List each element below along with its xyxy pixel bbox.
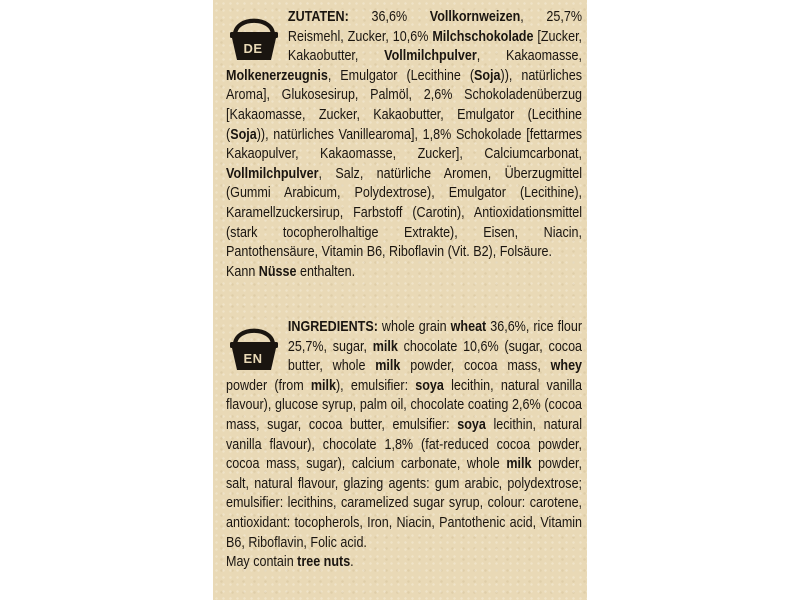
bold-ingredient: milk bbox=[506, 456, 532, 473]
ingredient-text: May contain bbox=[226, 554, 298, 571]
bold-ingredient: Vollmilchpulver bbox=[384, 48, 477, 65]
ingredient-text: , Emulgator (Lecithine ( bbox=[327, 67, 475, 84]
section-en bbox=[226, 318, 582, 573]
ingredient-text: ), emulsifier: bbox=[335, 377, 416, 394]
bold-ingredient: milk bbox=[375, 358, 401, 375]
bold-ingredient: Soja bbox=[230, 126, 257, 143]
bold-ingredient: wheat bbox=[450, 319, 487, 335]
ingredients-text-en bbox=[226, 318, 582, 573]
ingredient-text: , Kakaomasse, bbox=[476, 48, 583, 65]
ingredient-text: 36,6% bbox=[348, 9, 430, 25]
bold-ingredient: whey bbox=[550, 358, 583, 375]
allergen-note-en bbox=[226, 553, 582, 573]
ingredient-text: lecithin, natural vanilla flavour), chocolate 1,8% (fat-reduced cocoa powder, cocoa mass, sugar), calcium carbonate, whole bbox=[226, 416, 583, 473]
bold-ingredient: Vollkornweizen bbox=[429, 9, 521, 25]
bold-ingredient: soya bbox=[415, 377, 444, 394]
ingredient-text: lecithin, natural vanilla flavour), glucose syrup, palm oil, chocolate coating 2,6% (cocoa mass, sugar, cocoa butter, emulsifier: bbox=[226, 377, 583, 433]
language-badge-de: DE bbox=[243, 41, 263, 56]
bold-ingredient: milk bbox=[310, 377, 336, 394]
bold-ingredient: soya bbox=[457, 416, 486, 433]
ingredients-label bbox=[213, 0, 587, 600]
ingredient-text: powder (from bbox=[226, 377, 311, 394]
ingredient-text: powder, cocoa mass, bbox=[400, 358, 551, 375]
bold-ingredient: INGREDIENTS: bbox=[287, 319, 378, 335]
bold-ingredient: Milchschokolade bbox=[432, 28, 534, 45]
allergen-note-de bbox=[226, 263, 582, 283]
bold-ingredient: Soja bbox=[474, 67, 501, 84]
bold-ingredient: Nüsse bbox=[258, 263, 297, 280]
section-de bbox=[226, 8, 582, 282]
language-badge-en: EN bbox=[243, 351, 263, 366]
ingredient-text: )), natürliches Aroma], Glukosesirup, Palmöl, 2,6% Schokoladenüberzug [Kakaomasse, Zucker, Kakaobutter, Emulgator (Lecithine ( bbox=[226, 67, 583, 143]
ingredient-text: . bbox=[350, 554, 354, 571]
ingredient-text: , 25,7% Reismehl, Zucker, 10,6% bbox=[287, 9, 583, 45]
ingredient-text: 36,6%, rice flour 25,7%, sugar, bbox=[287, 319, 583, 355]
ingredient-text: chocolate 10,6% (sugar, cocoa butter, whole bbox=[287, 338, 583, 375]
ingredient-text: enthalten. bbox=[296, 263, 356, 280]
bold-ingredient: tree nuts bbox=[297, 554, 351, 571]
ingredient-text: , Salz, natürliche Aromen, Überzugmittel (Gummi Arabicum, Polydextrose), Emulgator (Lecithine), Karamellzuckersirup, Farbstoff (Carotin), Antioxidationsmittel (stark tocopherolhaltige Extrakte), Eisen, Niacin, Pantothensäure, Vitamin B6, Riboflavin (Vit. B2), Folsäure. bbox=[226, 165, 583, 261]
bold-ingredient: Molkenerzeugnis bbox=[226, 67, 328, 84]
ingredient-text: [Zucker, Kakaobutter, bbox=[287, 28, 583, 65]
bold-ingredient: milk bbox=[372, 338, 398, 355]
ingredient-text: whole grain bbox=[377, 319, 451, 335]
bold-ingredient: ZUTATEN: bbox=[287, 9, 349, 25]
ingredient-text: )), natürliches Vanillearoma], 1,8% Schokolade [fettarmes Kakaopulver, Kakaomasse, Zucker], Calciumcarbonat, bbox=[226, 126, 583, 163]
bold-ingredient: Vollmilchpulver bbox=[226, 165, 319, 182]
ingredient-text: Kann bbox=[226, 263, 259, 280]
ingredients-text-de bbox=[226, 8, 582, 282]
ingredient-text: powder, salt, natural flavour, glazing agents: gum arabic, polydextrose; emulsifier: lecithins, caramelized sugar syrup, colour: carotene, antioxidant: tocopherols, Iron, Niacin, Pantothenic acid, Vitamin B6, Riboflavin, Folic acid. bbox=[226, 456, 583, 551]
